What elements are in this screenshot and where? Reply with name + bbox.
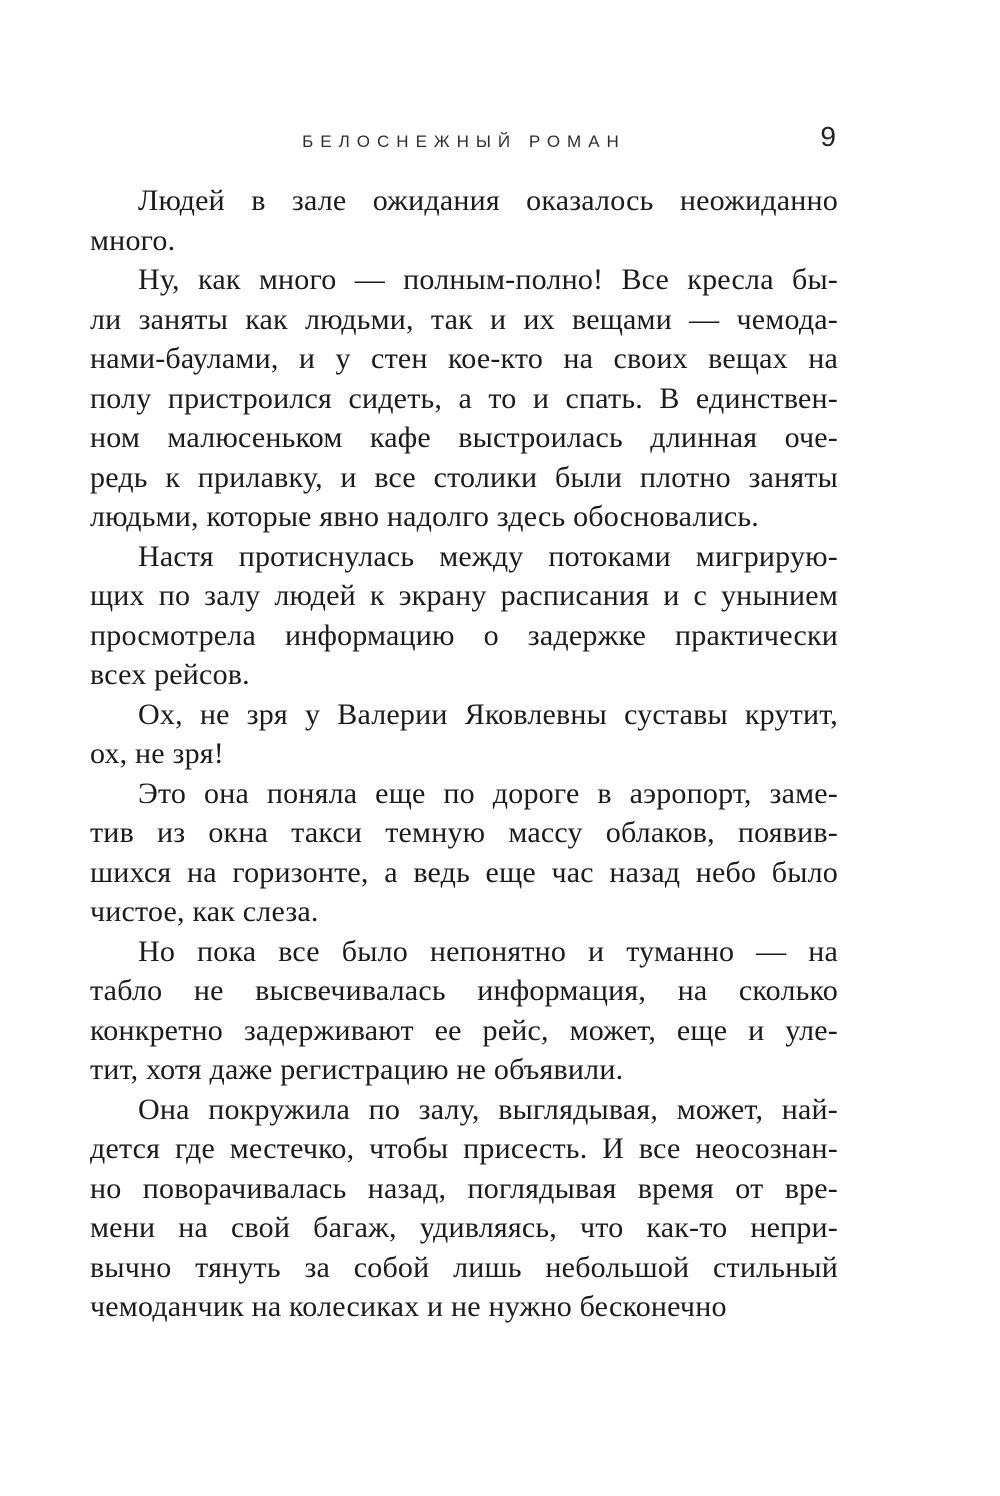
text-line: вычно тянуть за собой лишь небольшой стильный — [90, 1250, 838, 1284]
text-line: всех рейсов. — [90, 658, 250, 691]
paragraph — [90, 181, 838, 260]
text-line: ли заняты как людьми, так и их вещами — чемода- — [90, 302, 838, 336]
page-number: 9 — [820, 121, 836, 152]
text-line: Это она поняла еще по дороге в аэропорт, заме- — [138, 776, 838, 810]
paragraph — [90, 932, 838, 1090]
text-line: конкретно задерживают ее рейс, может, еще и уле- — [90, 1013, 838, 1047]
text-line: полу пристроился сидеть, а то и спать. В единствен- — [90, 381, 838, 415]
text-line: шихся на горизонте, а ведь еще час назад небо было — [90, 855, 838, 889]
text-line: чемоданчик на колесиках и не нужно бесконечно — [90, 1290, 727, 1323]
text-line: просмотрела информацию о задержке практически — [90, 618, 838, 652]
text-line: но поворачивалась назад, поглядывая время от вре- — [90, 1171, 838, 1205]
text-line: много. — [90, 223, 176, 257]
text-line: тит, хотя даже регистрацию не объявили. — [90, 1053, 624, 1086]
text-line: людьми, которые явно надолго здесь обосновались. — [90, 500, 759, 533]
text-line: Настя протиснулась между потоками мигрирую- — [138, 539, 838, 573]
text-line: нами-баулами, и у стен кое-кто на своих вещах на — [90, 342, 838, 375]
text-line: ном малюсеньком кафе выстроилась длинная оче- — [90, 421, 838, 454]
text-line: редь к прилавку, и все столики были плотно заняты — [90, 460, 838, 494]
text-line: мени на свой багаж, удивляясь, что как-то непри- — [90, 1211, 838, 1244]
text-line: дется где местечко, чтобы присесть. И все неосознан- — [90, 1132, 838, 1165]
text-line: чистое, как слеза. — [90, 895, 319, 928]
text-line: Людей в зале ожидания оказалось неожиданно — [138, 184, 838, 217]
running-head — [90, 121, 838, 162]
text-line: щих по залу людей к экрану расписания и с унынием — [90, 579, 838, 612]
text-line: Ох, не зря у Валерии Яковлевны суставы крутит, — [138, 697, 838, 731]
text-line: Она покружила по залу, выглядывая, может, най- — [138, 1092, 838, 1126]
page-body — [90, 181, 838, 1327]
paragraph — [90, 260, 838, 537]
paragraph — [90, 1090, 838, 1327]
text-line: ох, не зря! — [90, 737, 224, 770]
paragraph — [90, 695, 838, 774]
paragraph — [90, 774, 838, 932]
text-line: табло не высвечивалась информация, на сколько — [90, 974, 838, 1007]
text-line: Ну, как много — полным-полно! Все кресла бы- — [138, 263, 838, 296]
paragraph — [90, 537, 838, 695]
chapter-title: БЕЛОСНЕЖНЫЙ РОМАН — [302, 132, 626, 151]
text-line: тив из окна такси темную массу облаков, появив- — [90, 816, 838, 849]
text-line: Но пока все было непонятно и туманно — на — [138, 934, 838, 968]
